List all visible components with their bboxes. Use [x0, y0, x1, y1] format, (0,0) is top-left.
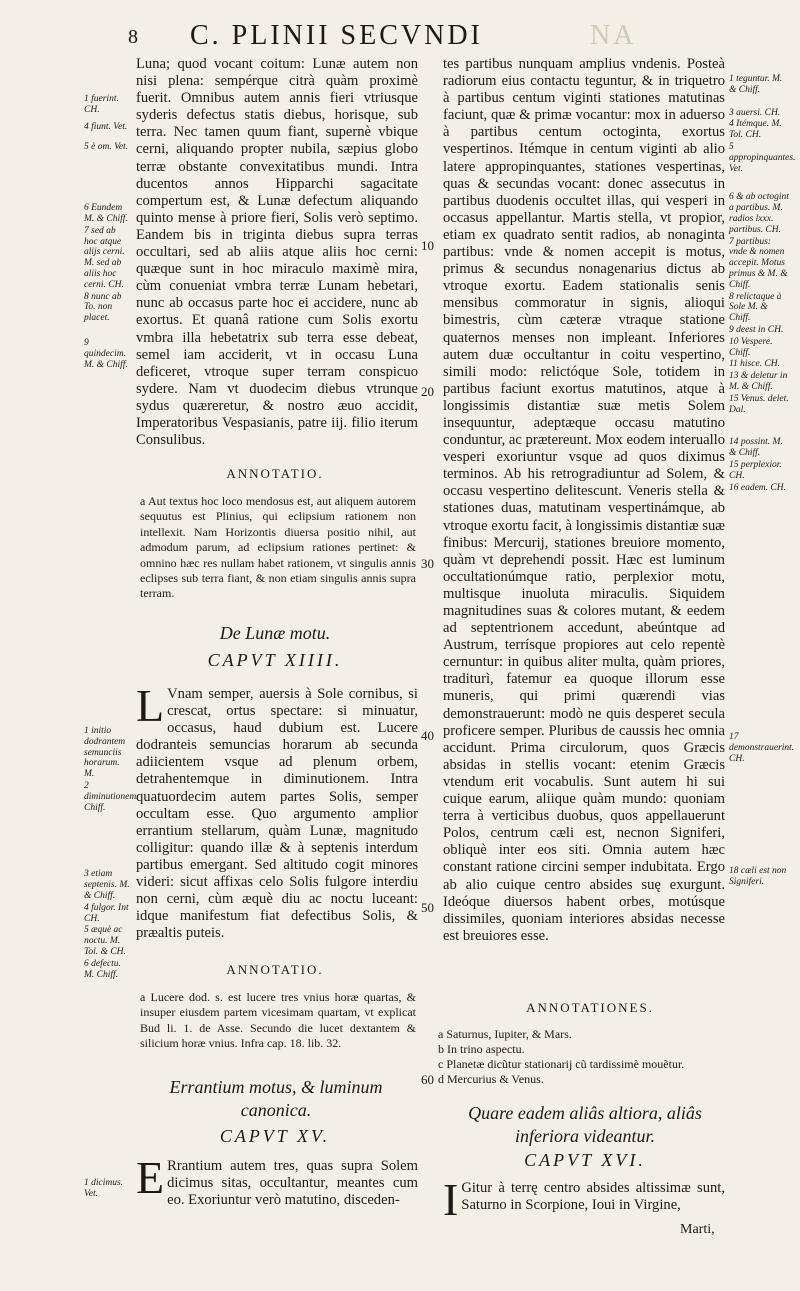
annotatio-2-text [140, 990, 416, 1052]
margin-note: 1 teguntur. M. & Chiff. [729, 74, 783, 95]
left-paragraph-3-block [136, 1158, 418, 1214]
annotation-b: b In trino aspectu. [438, 1042, 525, 1056]
annotatio-1-text [140, 494, 416, 602]
annotation-d: d Mercurius & Venus. [438, 1072, 544, 1086]
line-number-10: 10 [421, 238, 434, 253]
margin-note: 3 auersi. CH. [729, 107, 781, 118]
annotatio-2-paragraph: a Lucere dod. s. est lucere tres vnius horæ quartas, & insuper eiusdem partem vicesimam quartam, vt explicat Bud li. 1. de Asse. Secundo die lucet dextantem & silicium horæ vnius. Infra cap. 18. lib. 32. [140, 990, 416, 1051]
caput-xv: CAPVT XV. [219, 1126, 331, 1146]
margin-note: 9 deest in CH. [729, 324, 784, 335]
margin-note: 14 possint. M. & Chiff. [729, 437, 783, 459]
margin-note: 7 sed ab hoc atque alijs cerni. M. sed ab aliis hoc cerni. CH. [84, 225, 125, 290]
margin-note: 11 hisce. CH. [729, 359, 781, 370]
margin-note: 4 Itémque. M. Tol. CH. [729, 119, 782, 141]
annotation-a: a Saturnus, Iupiter, & Mars. [438, 1027, 572, 1041]
section-title-lunae-motu: De Lunæ motu. [219, 623, 331, 643]
section-title-errantium: Errantium motus, & luminum canonica. [169, 1077, 383, 1120]
catchword: Marti, [680, 1222, 715, 1237]
margin-note: 10 Vespere. Chiff. [729, 336, 773, 358]
margin-note: 4 fulgor. Int CH. [84, 902, 129, 924]
line-number-40: 40 [421, 728, 434, 743]
margin-note: 18 cæli est non Signiferi. [729, 866, 787, 887]
margin-note: 2 diminutionem. Chiff. [84, 780, 139, 813]
line-number-30: 30 [421, 556, 434, 571]
section-title-quare: Quare eadem aliâs altiora, aliâs inferiora videantur. [468, 1103, 702, 1146]
margin-note: 1 dicimus. Vet. [84, 1178, 124, 1199]
line-number-20: 20 [421, 384, 434, 399]
margin-note: 5 è om. Vet. [84, 142, 129, 153]
caput-xvi: CAPVT XVI. [524, 1150, 646, 1170]
margin-note: 15 perplexior. CH. [729, 459, 782, 481]
annotatio-1-heading: ANNOTATIO. [226, 466, 324, 481]
margin-note: 5 appropinquantes. Vet. [729, 141, 796, 174]
left-margin-notes-lower [84, 726, 139, 981]
annotation-c: c Planetæ dicũtur stationarij cũ tardissimè mouẽtur. [438, 1057, 685, 1071]
right-margin-notes-lower [729, 732, 795, 765]
left-margin-notes-upper [84, 94, 130, 371]
left-paragraph-2: Vnam semper, auersis à Sole cornibus, si crescat, ortus spectare: si minuatur, occasus, haud dubium est. Lucere dodranteis semuncias horarum ab secunda adiicientem vsque ad plenum orbem, detrahentemque in diminutionem. Intra quatuordecim autem partes Solis, semper occultam esse. Quo argumento amplior errantium stellarum, quàm Lunæ, magnitudo colligitur: quando illæ & à septenis interdum partibus emergant. Sed altitudo cogit minores videri: sicut affixas celo Solis fulgore interdiu non cerni, cùm æquè diu ac noctu luceant: idque manifestum fiat defectibus Solis, & præaltis puteis. [136, 686, 418, 942]
left-paragraph-2-block [136, 686, 418, 959]
margin-note: 9 quindecim. M. & Chiff. [84, 337, 128, 370]
right-margin-notes-upper [729, 74, 796, 494]
running-title: C. PLINII SECVNDI [190, 20, 483, 51]
annotatio-1-paragraph: a Aut textus hoc loco mendosus est, aut aliquem autorem sequutus est Plinius, qui eclipsium rationem non intellexit. Nam Horizontis diuersa positio nihil, aut admodum parum, ad eclipsium rationes pertinet: & omnino hæc res nullam habet rationem, vt singulis annis eclipses sub terra fiant, & non etiam singulis annis supra terram. [140, 494, 416, 601]
margin-note: 1 initio dodrantem semunciis horarum. M. [84, 726, 126, 780]
margin-note: 15 Venus. delet. Dal. [729, 393, 789, 415]
margin-note: 1 fuerint. CH. [84, 94, 119, 115]
right-paragraph-2: Gitur à terrę centro absides altissimæ sunt, Saturno in Scorpione, Ioui in Virgine, [461, 1180, 725, 1214]
margin-note: 7 partibus: vnde & nomen accepit. Motus primus & M. & Chiff. [729, 236, 788, 290]
margin-note: 8 relictaque à Sole M. & Chiff. [729, 291, 782, 324]
margin-note: 4 fiunt. Vet. [84, 121, 128, 132]
left-paragraph-3: Rrantium autem tres, quas supra Solem dicimus sitas, occultantur, meantes cum eo. Exoriuntur verò matutino, disceden- [167, 1158, 418, 1209]
right-paragraph-1: tes partibus nunquam amplius vndenis. Posteà radiorum eius contactu teguntur, & in triquetro à partibus centum viginti stationes matutinas faciunt, quæ & primæ vocantur: mox in aduerso à partibus centum octoginta, exortus vespertinos. Itémque in centum viginti ab alio latere appropinquantes, stationes vespertinas, quas & secundas vocant: donec assecutus in partibus duodenis occultet illas, qui vesperi in occasus appellantur. Martis stella, vt propior, etiam ex quadrato sentit radios, ab nonaginta partibus: vnde & nomen accepit is motus, primus & secundus nonagenarius dictus ab vtroque exortu. Eadem stationalis senis mensibus commoratur in signis, alioqui bimestris, cùm cæteræ vtraque statione quaternos menses non impleant. Inferiores autem duæ occultantur in coitu vespertino, simili modo: relictóque Sole, totidem in partibus faciunt exortus matutinos, atque à longissimis distantiæ suæ metis Solem insequuntur, adeptæque occasu matutino conduntur, ac prætereunt. Mox eodem interuallo vesperi exoriuntur vsque ad quos diximus terminos. Ab his retrogradiuntur ad Solem, & occasu vespertino delitescunt. Veneris stella & stationes duas, matutinam vespertinámque, ab vtroque exortu facit, à longissimis distantiæ suæ finibus: Mercurij, stationes breuiore momento, quàm vt deprehendi possit. Hæc est luminum occultationúmque ratio, perplexior motu, multisque inuoluta miraculis. Siquidem magnitudines suas & colores mutant, & eedem ad septentrionem accedunt, abeúntque ad Austrum, terrísque propiores aut celo repentè cernuntur: in quibus aliter multa, quàm priores, traditurì, fatemur ea quoque illorum esse muneris, qui primi quærendi vias demonstrauerunt: modò ne quis desperet secula proficere semper. Pluribus de caussis hec omnia accidunt. Prima circulorum, quos Græcis absidas in stellis vocant: etenim Græcis vtendum erit vocabulis. Sunt autem hi sui cuique earum, aliique quàm mundo: quoniam terra à verticibus duobus, quos appellauerunt Polos, centrum cæli est, necnon Signiferi, obliquè inter eos siti. Omnia autem hæc constant ratione circini semper indubitata. Ergo ab alio cuique centro absides suę exurgunt. Ideóque diuersos habent orbes, motúsque dissimiles, quoniam interiores absidas necesse est breuiores esse. [443, 56, 725, 944]
dropcap-e: E [136, 1158, 165, 1203]
annotationes-heading: ANNOTATIONES. [526, 1000, 654, 1015]
page-number: 8 [128, 26, 138, 48]
left-column [136, 56, 418, 458]
right-margin-notes-bottom [729, 866, 789, 889]
line-number-50: 50 [421, 900, 434, 915]
caput-xiiii: CAPVT XIIII. [207, 650, 343, 670]
right-column [443, 56, 725, 986]
margin-note: 3 etiam septenis. M. & Chiff. [84, 869, 130, 901]
margin-note: 6 defectu. M. Chiff. [84, 958, 121, 980]
margin-note: 17 demonstrauerint. CH. [729, 732, 795, 764]
dropcap-i: I [443, 1180, 459, 1220]
annotationes-list [438, 1027, 726, 1087]
dropcap-l: L [136, 686, 165, 731]
margin-note: 6 Eundem M. & Chiff. [84, 203, 128, 224]
margin-note: 8 nunc ab To. non placet. [84, 291, 122, 324]
bleed-through-text: NA [590, 20, 637, 51]
annotatio-2-heading: ANNOTATIO. [226, 962, 324, 977]
left-paragraph-1: Luna; quod vocant coitum: Lunæ autem non nisi plena: sempérque citrà quàm proximè fuerit. Omnibus autem annis fieri vtriusque syderis defectus statis diebus, horisque, sub terra. Nec tamen quum fiant, supernè vbique cerni, aliquando propter nubila, sæpius globo terræ obstante convexitatibus mundi. Intra ducentos annos Hipparchi sagacitate compertum est, & Lunæ defectum aliquando quinto mense à priore fieri, Solis verò septimo. Eandem bis in triginta diebus supra terras occultari, sed ab aliis atque aliis hoc cerni: quæque sunt in hoc miraculo maximè mira, cùm conueniat vmbra terræ Lunam hebetari, nunc ab occasus parte hoc ei accidere, nunc ab exortus. Et quanâ ratione cum Solis exortu vmbra illa hebetatrix sub terra esse debeat, semel iam acciderit, vt in occasu Luna deficeret, vtroque super terram conspicuo sydere. Nam vt duodecim diebus vtrunque sydus quæreretur, & nostro æuo accidit, Imperatoribus Vespasianis, patre iij. filio iterum Consulibus. [136, 56, 418, 449]
line-number-60: 60 [421, 1072, 434, 1087]
margin-note: 13 & deletur in M. & Chiff. [729, 371, 788, 392]
right-paragraph-2-block [443, 1180, 725, 1220]
left-margin-note-bottom [84, 1178, 130, 1201]
margin-note: 16 eadem. CH. [729, 482, 786, 493]
margin-note: 6 & ab octogint a partibus. M. radios lxxx. partibus. CH. [729, 192, 789, 235]
margin-note: 5 æquè ac noctu. M. Tol. & CH. [84, 925, 126, 957]
